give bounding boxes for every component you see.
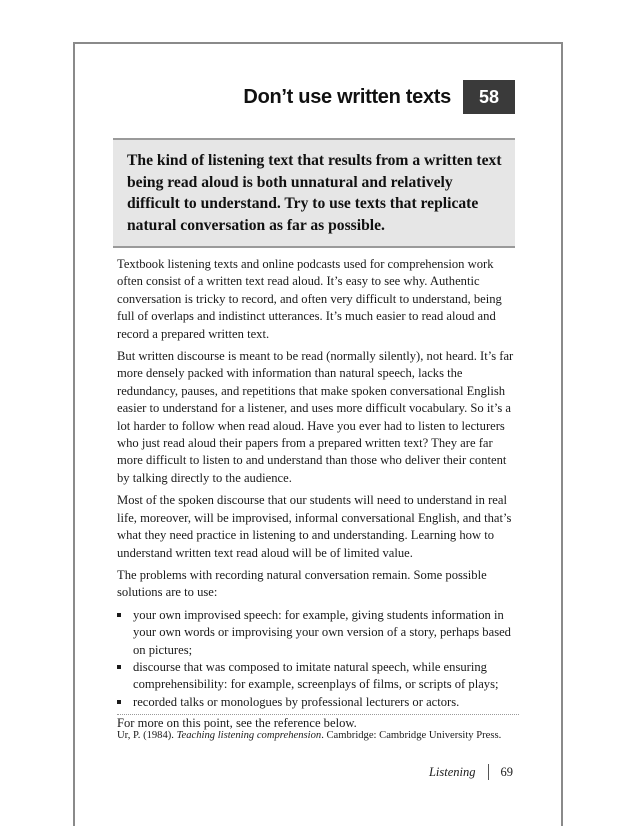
bullet-square-icon bbox=[117, 613, 121, 617]
body-text bbox=[117, 256, 519, 738]
list-item bbox=[117, 607, 519, 659]
paragraph-3: Most of the spoken discourse that our students will need to understand in real life, moreover, will be improvised, informal conversational English, and that’s what they need practice in listening to and understanding. Learning how to understand written text read aloud will be of limited value. bbox=[117, 493, 512, 560]
bullet-square-icon bbox=[117, 700, 121, 704]
chapter-title: Don’t use written texts bbox=[243, 85, 451, 108]
footer-section-name: Listening bbox=[428, 764, 476, 779]
page-number: 69 bbox=[500, 764, 513, 779]
reference bbox=[117, 729, 527, 743]
book-page bbox=[73, 42, 563, 826]
list-item bbox=[117, 659, 519, 694]
reference-divider bbox=[117, 714, 519, 715]
list-item bbox=[117, 694, 519, 711]
closing-paragraph: For more on this point, see the reference below. bbox=[117, 716, 357, 731]
solutions-list bbox=[117, 607, 519, 711]
reference-author: Ur, P. (1984). bbox=[117, 730, 177, 741]
list-item-text: discourse that was composed to imitate natural speech, while ensuring comprehensibility: for example, screenplays of films, or scripts of plays; bbox=[133, 659, 499, 692]
summary-text: The kind of listening text that results from a written text being read aloud is both unnatural and relatively difficult to understand. Try to use texts that replicate natural conversation as far as possible. bbox=[127, 152, 502, 234]
paragraph-1: Textbook listening texts and online podcasts used for comprehension work often consist of a written text read aloud. It’s easy to see why. Authentic conversation is tricky to record, and often very difficult to understand, being full of overlaps and indistinct utterances. It’s much easier to read aloud and record a prepared written text. bbox=[117, 257, 502, 341]
list-item-text: recorded talks or monologues by professional lecturers or actors. bbox=[133, 694, 460, 709]
chapter-number-badge: 58 bbox=[463, 80, 515, 114]
reference-title: Teaching listening comprehension bbox=[176, 730, 322, 741]
paragraph-4: The problems with recording natural conversation remain. Some possible solutions are to use: bbox=[117, 567, 487, 600]
summary-box bbox=[113, 138, 515, 248]
page-header bbox=[243, 80, 515, 114]
page-footer bbox=[429, 764, 513, 780]
list-item-text: your own improvised speech: for example, giving students information in your own words or improvising your own version of a story, perhaps based on pictures; bbox=[133, 607, 511, 657]
footer-separator bbox=[488, 764, 489, 780]
bullet-square-icon bbox=[117, 665, 121, 669]
paragraph-2: But written discourse is meant to be read (normally silently), not heard. It’s far more densely packed with information than natural speech, lacks the redundancy, pauses, and repetitions that make spoken conversational English easier to understand for a listener, and uses more difficult vocabulary. So it’s a lot harder to follow when read aloud. Have you ever had to listen to lecturers who just read aloud their papers from a prepared written text? They are far more difficult to listen to and understand than those who deliver their content by talking directly to the audience. bbox=[117, 349, 514, 485]
reference-publisher: . Cambridge: Cambridge University Press. bbox=[321, 730, 502, 741]
